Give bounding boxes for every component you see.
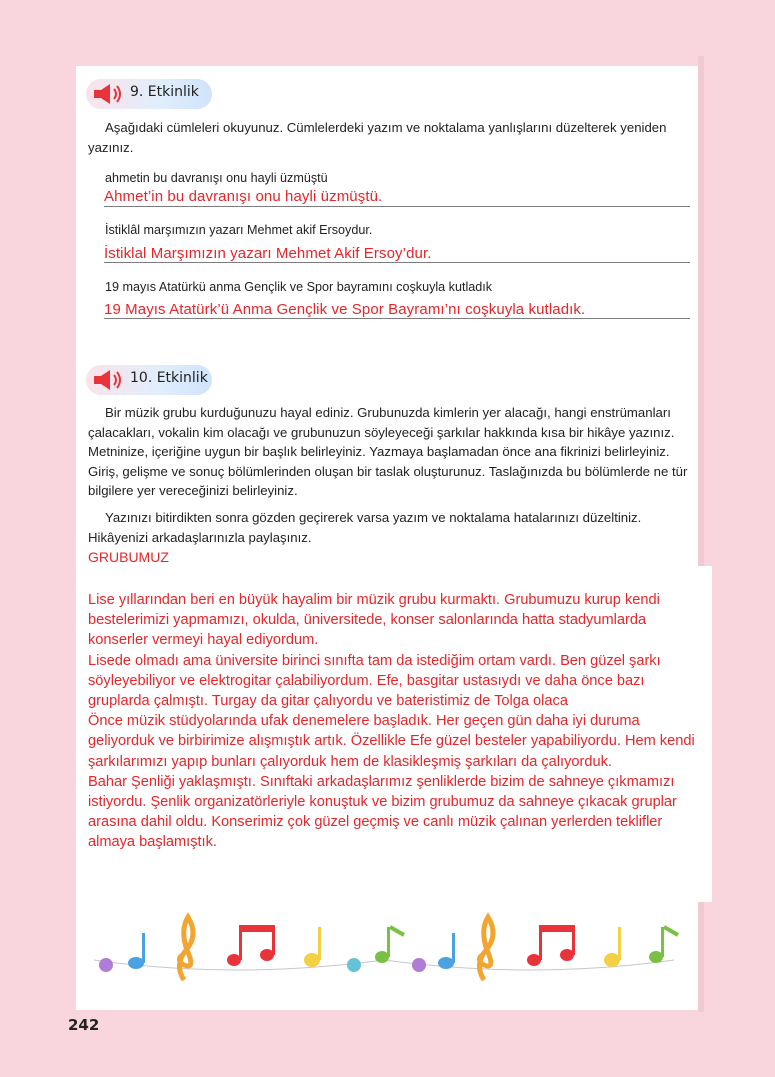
answer-line-3 — [104, 318, 690, 319]
story-paragraph: Önce müzik stüdyolarında ufak denemelere başladık. Her geçen gün daha iyi duruma geliyorduk ve birbirimize alışmıştık artık. Özellikle Efe güzel besteler yapabiliyordu. Hem kendi şarkılarımızı yapıp bunları çalıyorduk hem de klasikleşmiş şarkıları da çalıyorduk. — [88, 713, 695, 770]
answer-3: 19 Mayıs Atatürk’ü Anma Gençlik ve Spor Bayramı’nı coşkuyla kutladık. — [104, 301, 586, 318]
answer-line-2 — [104, 262, 690, 263]
page-number: 242 — [68, 1016, 100, 1034]
music-notes-decoration — [84, 905, 684, 985]
story-text — [88, 590, 710, 853]
speaker-icon — [92, 83, 126, 105]
story-paragraph: Lise yıllarından beri en büyük hayalim bir müzik grubu kurmaktı. Grubumuzu kurup kendi bestelerimizi yapmamızı, okulda, üniversitede, konser salonlarında hatta stadyumlarda konserler vermeyi hayal ediyordum. — [88, 592, 660, 649]
answer-line-1 — [104, 206, 690, 207]
story-paragraph: Bahar Şenliği yaklaşmıştı. Sınıftaki arkadaşlarımız şenliklerde bizim de sahneye çıkmamızı istiyordu. Şenlik organizatörleriyle konuştuk ve bizim grubumuz da sahneye çıkacak gruplar arasına dahil oldu. Konserimiz çok güzel geçmiş ve canlı müzik çalınan yerlerden teklifler almaya başlamıştık. — [88, 773, 677, 851]
question-3: 19 mayıs Atatürkü anma Gençlik ve Spor bayramını coşkuyla kutladık — [105, 280, 493, 294]
story-paragraph: Lisede olmadı ama üniversite birinci sınıfta tam da istediğim ortam vardı. Ben güzel şarkı söyleyebiliyor ve elektrogitar çalabiliyordum. Efe, basgitar ustasıydı ve daha önce bazı gruplarda çalmıştı. Turgay da gitar çalıyordu ve bateristimiz de Tolga olaca — [88, 652, 661, 710]
story-title: GRUBUMUZ — [88, 549, 169, 565]
answer-1: Ahmet’in bu davranışı onu hayli üzmüştü. — [104, 188, 383, 205]
activity-9-label: 9. Etkinlik — [130, 84, 199, 100]
question-2: İstiklâl marşımızın yazarı Mehmet akif Ersoydur. — [105, 223, 373, 237]
activity-10-ribbon — [86, 365, 212, 395]
activity-10-instruction-2: Yazınızı bitirdikten sonra gözden geçirerek varsa yazım ve noktalama hatalarınızı düzeltiniz. Hikâyenizi arkadaşlarınızla paylaşınız. — [88, 510, 642, 545]
activity-9-instruction: Aşağıdaki cümleleri okuyunuz. Cümlelerdeki yazım ve noktalama yanlışlarını düzelterek yeniden yazınız. — [88, 120, 667, 155]
question-1: ahmetin bu davranışı onu hayli üzmüştü — [105, 171, 328, 185]
answer-2: İstiklal Marşımızın yazarı Mehmet Akif Ersoy’dur. — [104, 245, 432, 262]
note-icon — [99, 917, 678, 980]
activity-10-instruction: Bir müzik grubu kurduğunuzu hayal ediniz. Grubunuzda kimlerin yer alacağı, hangi enstrümanları çalacakları, vokalin kim olacağı ve grubunuzun söyleyeceği şarkılar hakkında kısa bir hikâye yazınız. Metninize, içeriğine uygun bir başlık belirleyiniz. Yazmaya başlamadan önce ana fikrinizi belirleyiniz. Giriş, gelişme ve sonuç bölümlerinden oluşan bir taslak oluşturunuz. Taslağınızda bu bölümlerde ne tür bilgilere yer vereceğinizi belirleyiniz. — [88, 405, 688, 498]
activity-9-ribbon — [86, 79, 212, 109]
speaker-icon — [92, 369, 126, 391]
activity-10-label: 10. Etkinlik — [130, 370, 208, 386]
